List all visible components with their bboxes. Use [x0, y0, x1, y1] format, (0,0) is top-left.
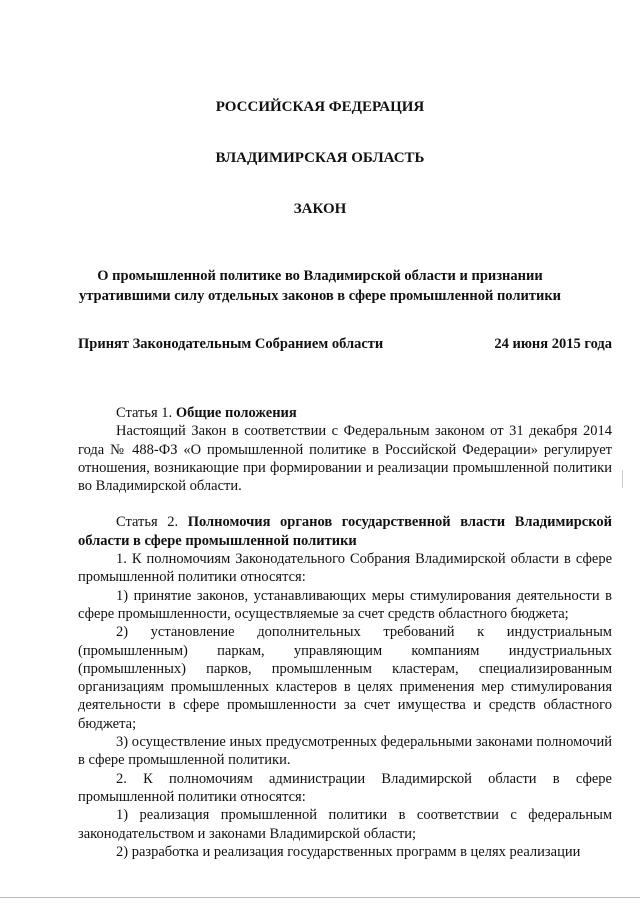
country-heading: РОССИЙСКАЯ ФЕДЕРАЦИЯ — [215, 99, 425, 115]
article-1-title: Общие положения — [175, 405, 297, 421]
article-2-item-2-1: 1) реализация промышленной политики в соответствии с федеральным законодательством и законами Владимирской области; — [78, 807, 612, 842]
article-2-paragraph-1: 1. К полномочиям Законодательного Собрания Владимирской области в сфере промышленной политики относятся: — [78, 551, 612, 586]
law-title: О промышленной политике во Владимирской области и признании утратившими силу отдельных законов в сфере промышленной политики — [78, 268, 562, 304]
doc-type-heading: ЗАКОН — [293, 201, 347, 217]
article-2-paragraph-2: 2. К полномочиям администрации Владимирской области в сфере промышленной политики относятся: — [78, 770, 612, 805]
law-body — [78, 404, 612, 861]
article-2-title: Полномочия органов государственной власти Владимирской области в сфере промышленной политики — [78, 514, 612, 549]
adoption-line — [78, 336, 612, 353]
article-2-item-1-1: 1) принятие законов, устанавливающих меры стимулирования деятельности в сфере промышленности, осуществляемые за счет средств областного бюджета; — [78, 587, 612, 622]
article-2-item-1-2: 2) установление дополнительных требований к индустриальным (промышленным) паркам, управляющим компаниям индустриальных (промышленных) парков, промышленным кластерам, специализированным организациям промышленных кластеров в целях применения мер стимулирования деятельности в сфере промышленности за счет имущества и средств областного бюджета; — [78, 624, 612, 732]
adoption-date: 24 июня 2015 года — [494, 336, 612, 352]
scan-artifact — [622, 470, 623, 488]
adopted-by: Принят Законодательным Собранием области — [78, 336, 384, 352]
page-bottom-edge — [0, 897, 640, 898]
article-2-item-1-3: 3) осуществление иных предусмотренных федеральными законами полномочий в сфере промышленной политики. — [78, 734, 612, 769]
article-1-text: Настоящий Закон в соответствии с Федеральным законом от 31 декабря 2014 года № 488-ФЗ «О промышленной политике в Российской Федерации» регулирует отношения, возникающие при формировании и реализации промышленной политики во Владимирской области. — [78, 423, 612, 495]
article-2-item-2-2: 2) разработка и реализация государственных программ в целях реализации — [116, 843, 581, 860]
region-heading: ВЛАДИМИРСКАЯ ОБЛАСТЬ — [215, 150, 425, 166]
article-1-heading — [78, 404, 612, 422]
article-2-label: Статья 2. — [116, 514, 188, 531]
article-2-heading — [78, 513, 612, 550]
article-1-label: Статья 1. — [116, 405, 176, 421]
